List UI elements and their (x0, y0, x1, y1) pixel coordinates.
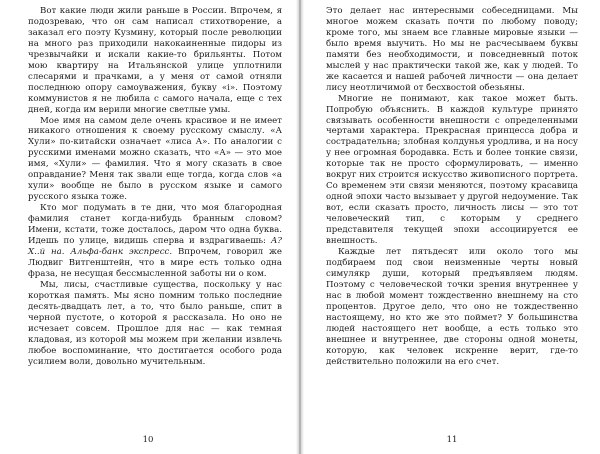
paragraph: Каждые лет пятьдесят или около того мы подбираем под свои неизменные черты новый симулякр души, который предъявляем людям. Поэтому с человеческой точки зрения внутреннее у нас в любой момент тождественно внешнему на сто процентов. Другое дело, что оно не тождественно настоящему, но кто же это поймет? У большинства людей настоящего нет вообще, а есть только это внешнее и внутреннее, две стороны одной монеты, которую, как человек искренне верит, где-то действительно положили на его счет. (326, 246, 578, 367)
book-gutter (296, 0, 304, 454)
page-number: 10 (142, 435, 154, 446)
left-page (0, 0, 296, 454)
paragraph: Это делает нас интересными собеседницами. Мы многое можем сказать почти по любому поводу; кроме того, мы знаем все главные мировые языки — было время выучить. Но мы не расчесываем буквы памяти без необходимости, и повседневный поток мыслей у нас практически такой же, как у людей. То же касается и нашей рабочей личности — она делает лису неотличимой от бесхвостой обезьяны. (326, 6, 578, 93)
paragraph (28, 203, 282, 280)
paragraph: Мы, лисы, счастливые существа, поскольку у нас короткая память. Мы ясно помним только последние десять-двадцать лет, а то, что было раньше, спит в черной пустоте, о которой я рассказала. Но оно не исчезает совсем. Прошлое для нас — как темная кладовая, из которой мы можем при желании извлечь любое воспоминание, что достигается особого рода усилием воли, довольно мучительным. (28, 279, 282, 367)
paragraph-text: Кто мог подумать в те дни, что моя благородная фамилия станет когда-нибудь бранным словом? Имени, кстати, тоже досталось, даром что одна буква. Идешь по улице, видишь сперва и вздрагиваешь: (28, 203, 282, 247)
italic-quote: А? Х..й на. Альфа-банк экспресс. (28, 236, 282, 257)
paragraph: Мое имя на самом деле очень красивое и не имеет никакого отношения к своему русскому смыслу. «А Хули» по-китайски означает «лиса А». По аналогии с русскими именами можно сказать, что «А» — это мое имя, «Хули» — фамилия. Что я могу сказать в свое оправдание? Меня так звали еще тогда, когда слов «а хули» вообще не было в русском языке и самого русского языка тоже. (28, 115, 282, 203)
right-page (304, 0, 600, 454)
paragraph-text: Впрочем, говорил же Людвиг Витгенштейн, что в мире есть только одна фраза, не несущая бессмысленной заботы ни о ком. (28, 246, 283, 279)
paragraph: Вот какие люди жили раньше в России. Впрочем, я подозреваю, что он сам написал стихотворение, а заказал его поэту Кузмину, который после революции на много раз приходили накокаиненные пидоры из чрезвычайки и искали какие-то брильянты. Потом мою квартиру на Итальянской улице уплотнили слесарями и прачками, а у меня от самой отняли последнюю опору самоуважения, букву «i». Поэтому коммунистов я не любила с самого начала, еще с тех дней, когда им верили многие светлые умы. (28, 6, 282, 115)
page-number: 11 (446, 435, 458, 446)
paragraph: Многие не понимают, как такое может быть. Попробую объяснить. В каждой культуре принято связывать особенности внешности с определенными чертами характера. Прекрасная принцесса добра и сострадательна; злобная колдунья уродлива, и на носу у нее огромная бородавка. Есть и более тонкие связи, которые так не просто сформулировать, — именно вокруг них строится искусство живописного портрета. Со временем эти связи меняются, поэтому красавица одной эпохи часто вызывает у другой недоумение. Так вот, если сказать просто, личность лисы — это тот человеческий тип, с которым у среднего представителя текущей эпохи ассоциируется ее внешность. (326, 93, 578, 247)
